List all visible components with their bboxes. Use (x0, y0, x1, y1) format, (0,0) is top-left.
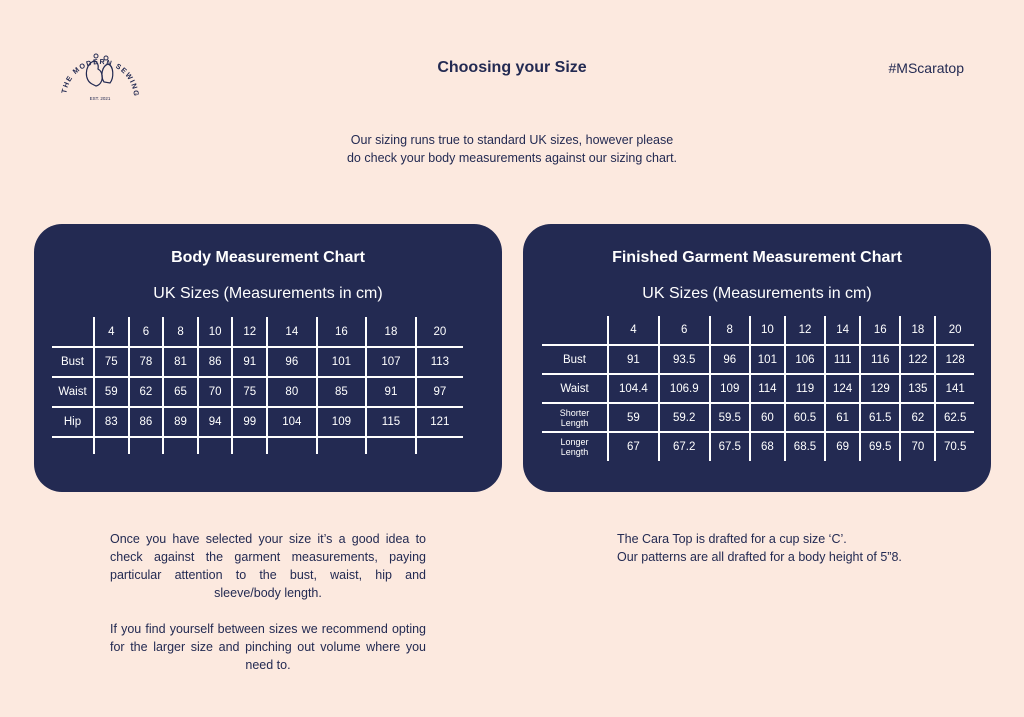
size-header: 20 (416, 317, 463, 347)
hashtag: #MScaratop (888, 60, 964, 76)
table-cell: 119 (785, 374, 825, 403)
table-cell: 96 (267, 347, 317, 377)
table-cell: 141 (935, 374, 974, 403)
row-label: Waist (542, 374, 608, 403)
empty-cell (94, 437, 129, 454)
table-cell: 70 (900, 432, 935, 461)
row-label: Hip (52, 407, 94, 437)
body-chart-title: Body Measurement Chart (171, 249, 365, 266)
row-label (542, 403, 608, 432)
row-label-line: Longer (560, 437, 589, 447)
garment-chart-subtitle: UK Sizes (Measurements in cm) (642, 285, 872, 302)
table-cell: 86 (129, 407, 164, 437)
table-cell: 81 (163, 347, 198, 377)
table-row (542, 403, 974, 432)
table-cell: 75 (232, 377, 267, 407)
table-cell: 62.5 (935, 403, 974, 432)
body-height-note: Our patterns are all drafted for a body height of 5”8. (617, 550, 902, 564)
table-cell: 59 (608, 403, 659, 432)
body-chart-subtitle: UK Sizes (Measurements in cm) (153, 285, 383, 302)
size-header: 20 (935, 316, 974, 345)
table-header-row (542, 316, 974, 345)
logo-est-text: EST. 2021 (89, 96, 111, 101)
size-header: 8 (163, 317, 198, 347)
table-cell: 89 (163, 407, 198, 437)
size-header: 18 (366, 317, 416, 347)
table-cell: 62 (900, 403, 935, 432)
table-cell: 99 (232, 407, 267, 437)
advice-paragraph-1: Once you have selected your size it’s a good idea to check against the garment measurements, paying particular attention to the bust, waist, hip and sleeve/body length. (110, 532, 426, 600)
logo-brand-text: THE MODERN SEWING (59, 56, 142, 98)
table-cell: 94 (198, 407, 233, 437)
table-cell: 101 (750, 345, 785, 374)
row-label: Waist (52, 377, 94, 407)
table-cell: 135 (900, 374, 935, 403)
table-cell: 104 (267, 407, 317, 437)
empty-cell (317, 437, 367, 454)
empty-cell (129, 437, 164, 454)
row-label-line: Length (560, 417, 589, 428)
table-cell: 85 (317, 377, 367, 407)
table-cell: 70.5 (935, 432, 974, 461)
table-cell: 69.5 (860, 432, 900, 461)
intro-line-1: Our sizing runs true to standard UK sizes, however please (350, 133, 674, 147)
table-cell: 67.2 (659, 432, 710, 461)
size-header: 10 (750, 316, 785, 345)
empty-cell (198, 437, 233, 454)
table-cell: 97 (416, 377, 463, 407)
table-cell: 122 (900, 345, 935, 374)
table-cell: 109 (317, 407, 367, 437)
size-header: 6 (129, 317, 164, 347)
table-cell: 61.5 (860, 403, 900, 432)
table-cell: 83 (94, 407, 129, 437)
table-cell: 107 (366, 347, 416, 377)
table-header-row (52, 317, 463, 347)
table-cell: 69 (825, 432, 860, 461)
table-row (542, 432, 974, 461)
table-cell: 60.5 (785, 403, 825, 432)
body-measurement-card (34, 224, 502, 492)
size-header: 10 (198, 317, 233, 347)
intro-text (300, 131, 724, 167)
table-cell: 67 (608, 432, 659, 461)
cup-size-note: The Cara Top is drafted for a cup size ‘C’. (617, 532, 847, 546)
size-header: 14 (825, 316, 860, 345)
table-cell: 59.2 (659, 403, 710, 432)
empty-cell (232, 437, 267, 454)
table-cell: 80 (267, 377, 317, 407)
table-cell: 91 (608, 345, 659, 374)
size-header: 12 (232, 317, 267, 347)
empty-cell (163, 437, 198, 454)
garment-measurement-table (542, 316, 974, 461)
table-cell: 104.4 (608, 374, 659, 403)
sizing-advice-notes (110, 530, 426, 692)
table-cell: 128 (935, 345, 974, 374)
table-row (542, 345, 974, 374)
table-cell: 78 (129, 347, 164, 377)
garment-measurement-card (523, 224, 991, 492)
size-header: 4 (94, 317, 129, 347)
table-cell: 75 (94, 347, 129, 377)
table-cell: 93.5 (659, 345, 710, 374)
table-row-empty (52, 437, 463, 454)
table-cell: 114 (750, 374, 785, 403)
table-cell: 124 (825, 374, 860, 403)
header-corner (52, 317, 94, 347)
table-cell: 111 (825, 345, 860, 374)
page-title: Choosing your Size (437, 59, 587, 76)
table-cell: 101 (317, 347, 367, 377)
row-label-line: Length (560, 447, 589, 457)
empty-cell (416, 437, 463, 454)
table-cell: 59.5 (710, 403, 750, 432)
size-header: 18 (900, 316, 935, 345)
table-cell: 91 (366, 377, 416, 407)
size-header: 14 (267, 317, 317, 347)
size-header: 6 (659, 316, 710, 345)
advice-paragraph-2: If you find yourself between sizes we recommend opting for the larger size and pinching out volume where you need to. (110, 622, 426, 672)
table-cell: 115 (366, 407, 416, 437)
table-cell: 62 (129, 377, 164, 407)
empty-cell (267, 437, 317, 454)
header-corner (542, 316, 608, 345)
table-cell: 96 (710, 345, 750, 374)
size-header: 12 (785, 316, 825, 345)
table-cell: 91 (232, 347, 267, 377)
size-header: 16 (317, 317, 367, 347)
size-header: 4 (608, 316, 659, 345)
table-cell: 106 (785, 345, 825, 374)
table-cell: 67.5 (710, 432, 750, 461)
row-label-line: Shorter (559, 407, 590, 418)
table-cell: 129 (860, 374, 900, 403)
table-cell: 60 (750, 403, 785, 432)
garment-chart-title: Finished Garment Measurement Chart (612, 249, 902, 266)
intro-line-2: do check your body measurements against our sizing chart. (346, 151, 678, 165)
table-cell: 109 (710, 374, 750, 403)
table-cell: 121 (416, 407, 463, 437)
table-cell: 59 (94, 377, 129, 407)
table-cell: 70 (198, 377, 233, 407)
table-row (52, 377, 463, 407)
table-cell: 65 (163, 377, 198, 407)
size-header: 16 (860, 316, 900, 345)
table-cell: 113 (416, 347, 463, 377)
body-measurement-table (52, 317, 463, 454)
table-cell: 86 (198, 347, 233, 377)
table-cell: 68.5 (785, 432, 825, 461)
table-row (52, 347, 463, 377)
row-label: Bust (52, 347, 94, 377)
table-row (542, 374, 974, 403)
table-cell: 116 (860, 345, 900, 374)
size-header: 8 (710, 316, 750, 345)
row-label (542, 432, 608, 461)
table-cell: 68 (750, 432, 785, 461)
drafting-notes (617, 530, 957, 566)
row-label: Bust (542, 345, 608, 374)
empty-cell (366, 437, 416, 454)
empty-cell (52, 437, 94, 454)
table-row (52, 407, 463, 437)
table-cell: 106.9 (659, 374, 710, 403)
table-cell: 61 (825, 403, 860, 432)
